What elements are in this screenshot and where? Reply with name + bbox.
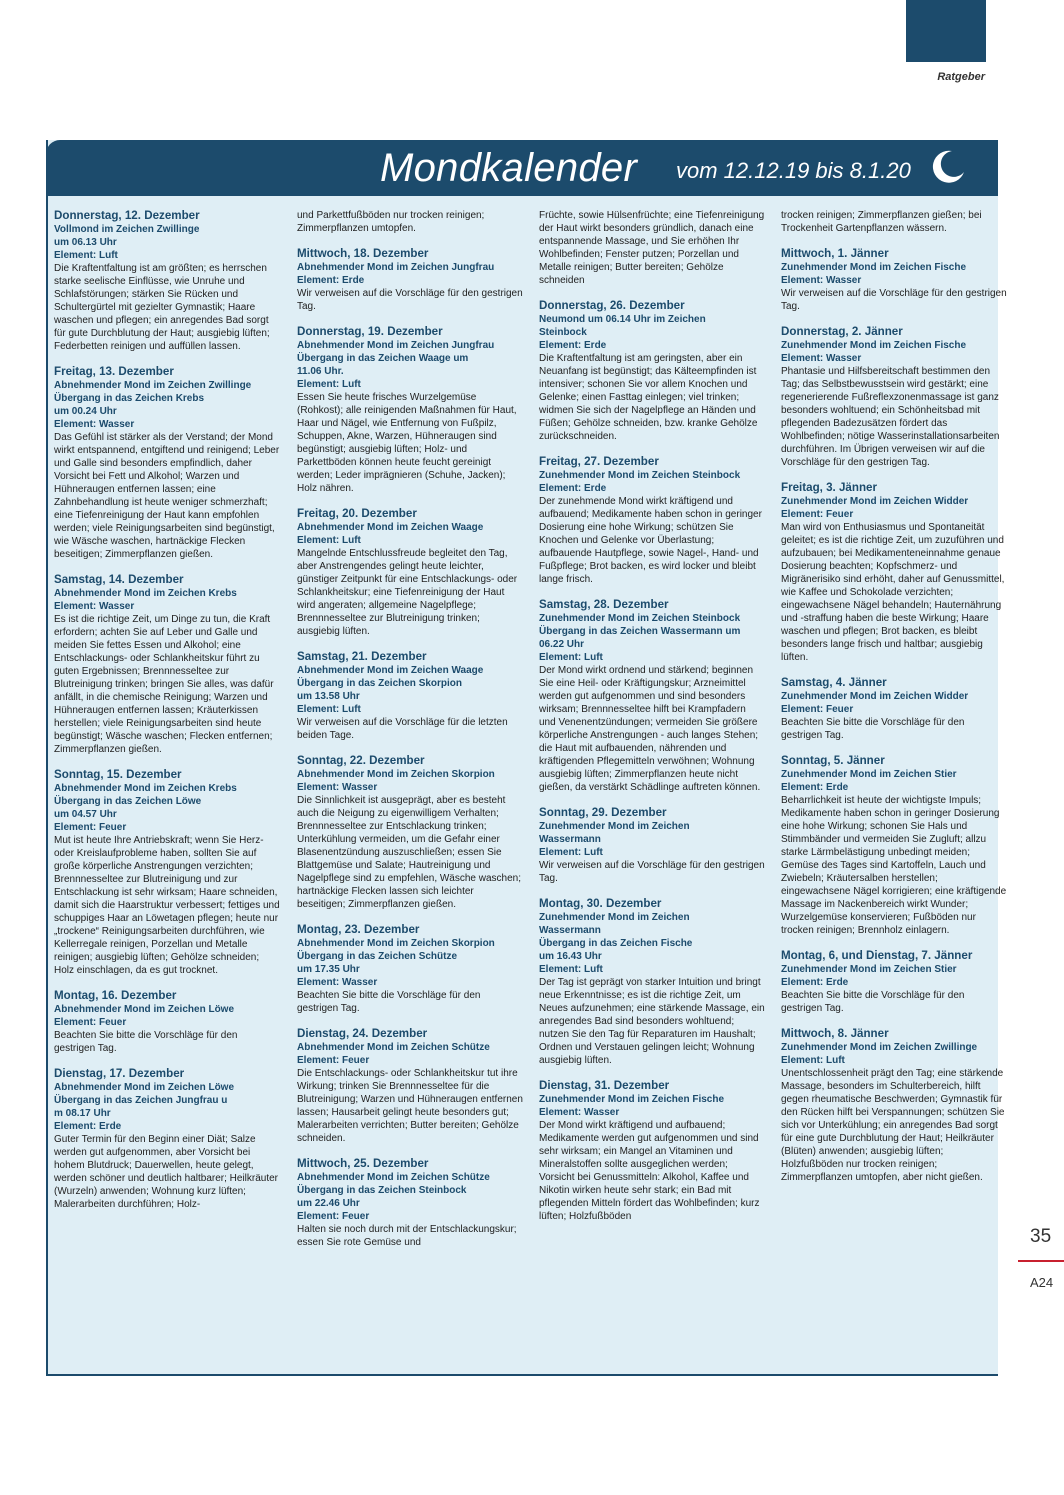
entry-advice: Guter Termin für den Beginn einer Diät; Salze werden gut aufgenommen, aber Vorsicht bei hohem Blutdruck; Dauerwellen, heute gelegt, werden schöner und deutlich haltbarer; Heilkräuter (Wurzeln) anwenden; Wohnung kurz lüften; Malerarbeiten durchführen; Holz-: [54, 1134, 279, 1210]
crescent-moon-icon: [930, 148, 966, 184]
entry-date: Samstag, 21. Dezember: [297, 650, 427, 663]
entry-date: Dienstag, 31. Dezember: [539, 1079, 670, 1092]
calendar-entry: [297, 325, 523, 495]
banner: [46, 140, 998, 196]
continued-text: und Parkettfußböden nur trocken reinigen; Zimmerpflanzen umtopfen.: [297, 210, 485, 234]
entry-date: Mittwoch, 25. Dezember: [297, 1157, 429, 1170]
entry-date: Freitag, 20. Dezember: [297, 507, 417, 520]
calendar-entry: [297, 1027, 523, 1145]
calendar-entry: [54, 365, 280, 561]
entry-moon-info: Abnehmender Mond im Zeichen Zwillinge Übergang in das Zeichen Krebs um 00.24 Uhr Element: Wasser: [54, 380, 252, 430]
calendar-entry: [297, 923, 523, 1015]
entry-date: Mittwoch, 18. Dezember: [297, 247, 429, 260]
entry-moon-info: Zunehmender Mond im Zeichen Stier Element: Erde: [781, 964, 957, 988]
entry-date: Montag, 30. Dezember: [539, 897, 662, 910]
calendar-entry: [539, 806, 765, 885]
entry-advice: Die Entschlackungs- oder Schlankheitskur tut ihre Wirkung; trinken Sie Brennnesseltee für die Blutreinigung; Warzen und Hühneraugen entfernen lassen; Hausarbeit gelingt heute besonders gut; Malerarbeiten verrichten; Butter bereiten; Gehölze schneiden.: [297, 1068, 523, 1144]
entry-date: Freitag, 3. Jänner: [781, 481, 878, 494]
calendar-entry: [54, 1067, 280, 1211]
entry-moon-info: Zunehmender Mond im Zeichen Widder Element: Feuer: [781, 691, 969, 715]
entry-advice: Beharrlichkeit ist heute der wichtigste Impuls; Medikamente haben schon in geringer Dosierung eine hohe Wirkung; schonen Sie Hals und Stimmbänder und vermeiden Sie Zugluft; allzu starke Lärmbelästigung unbedingt meiden; Gemüse des Tages sind Kartoffeln, Lauch und Zwiebeln; Kräutersalben herstellen; eingewachsene Nägel korrigieren; eine kräftigende Massage im Nackenbereich wirkt Wunder; Wurzelgemüse konservieren; Fußböden nur trocken reinigen; Brennholz einlagern.: [781, 795, 1007, 936]
entry-moon-info: Zunehmender Mond im Zeichen Fische Element: Wasser: [539, 1094, 725, 1118]
entry-moon-info: Vollmond im Zeichen Zwillinge um 06.13 Uhr Element: Luft: [54, 224, 200, 261]
entry-moon-info: Zunehmender Mond im Zeichen Steinbock Element: Erde: [539, 470, 741, 494]
calendar-entry: [297, 507, 523, 638]
entry-date: Samstag, 4. Jänner: [781, 676, 887, 689]
entry-date: Sonntag, 29. Dezember: [539, 806, 667, 819]
entry-advice: Wir verweisen auf die Vorschläge für den gestrigen Tag.: [297, 288, 523, 312]
section-tab: [906, 0, 986, 62]
entry-advice: Unentschlossenheit prägt den Tag; eine stärkende Massage, besonders im Schulterbereich, hilft gegen rheumatische Beschwerden; Gymnastik für den Rücken hilft bei Verspannungen; schützen Sie sich vor Unterkühlung; ein anregendes Bad sorgt für eine gute Durchblutung der Haut; Heilkräuter (Blüten) anwenden; ausgiebig lüften; Holzfußböden nur trocken reinigen; Zimmerpflanzen umtopfen, aber nicht gießen.: [781, 1068, 1005, 1183]
entry-advice: Mut ist heute Ihre Antriebskraft; wenn Sie Herz- oder Kreislaufprobleme haben, sollten Sie auf große körperliche Anstrengungen verzichten; Brennnesseltee zur Blutreinigung und zur Entschlackung ist sehr wirksam; Haare schneiden, damit sich die Haarstruktur verbessert; fettiges und schuppiges Haar an Löwetagen pflegen; heute nur „trockene“ Reinigungsarbeiten durchführen, wie Kellerregale reinigen, Porzellan und Metalle reinigen; ausgiebig lüften; Gehölze schneiden; Holz einschlagen, da es gut trocknet.: [54, 835, 280, 976]
entry-date: Samstag, 14. Dezember: [54, 573, 184, 586]
entry-advice: Wir verweisen auf die Vorschläge für den gestrigen Tag.: [781, 288, 1007, 312]
entry-date: Samstag, 28. Dezember: [539, 598, 669, 611]
entry-date: Donnerstag, 26. Dezember: [539, 299, 685, 312]
entry-advice: Essen Sie heute frisches Wurzelgemüse (Rohkost); alle reinigenden Maßnahmen für Haut, Haar und Nägel, wie Entfernung von Fußpilz, Schuppen, Akne, Warzen, Hühneraugen sind begünstigt; ausgiebig lüften; Holz- und Parkettböden können heute feucht gereinigt werden; Leder imprägnieren (Schuhe, Jacken); Holz nähren.: [297, 392, 517, 494]
calendar-entry: [539, 598, 765, 794]
calendar-entry: [539, 455, 765, 586]
entry-moon-info: Zunehmender Mond im Zeichen Zwillinge Element: Luft: [781, 1042, 978, 1066]
calendar-entry: [54, 209, 280, 353]
calendar-entry: [781, 949, 1007, 1015]
calendar-entry: [54, 573, 280, 756]
entry-date: Freitag, 27. Dezember: [539, 455, 659, 468]
entry-advice: Beachten Sie bitte die Vorschläge für den gestrigen Tag.: [781, 990, 965, 1014]
entry-moon-info: Abnehmender Mond im Zeichen Waage Element: Luft: [297, 522, 484, 546]
entry-date: Sonntag, 22. Dezember: [297, 754, 425, 767]
entry-date: Montag, 16. Dezember: [54, 989, 177, 1002]
entry-moon-info: Abnehmender Mond im Zeichen Skorpion Element: Wasser: [297, 769, 495, 793]
entry-advice: Beachten Sie bitte die Vorschläge für den gestrigen Tag.: [297, 990, 481, 1014]
entry-moon-info: Zunehmender Mond im Zeichen Wassermann Element: Luft: [539, 821, 690, 858]
column-3: [539, 209, 765, 1235]
column-2: [297, 209, 523, 1261]
entry-moon-info: Abnehmender Mond im Zeichen Skorpion Übergang in das Zeichen Schütze um 17.35 Uhr Element: Wasser: [297, 938, 495, 988]
entry-moon-info: Zunehmender Mond im Zeichen Widder Element: Feuer: [781, 496, 969, 520]
calendar-entry: [297, 650, 523, 742]
entry-date: Mittwoch, 8. Jänner: [781, 1027, 889, 1040]
entry-advice: Der Mond wirkt kräftigend und aufbauend; Medikamente werden gut aufgenommen und sind sehr wirksam; ein Mangel an Vitaminen und Mineralstoffen sollte ausgeglichen werden; Vorsicht bei Genussmitteln: Alkohol, Kaffee und Nikotin wirken heute sehr stark; ein Bad mit pflegenden Mitteln fördert das Wohlbefinden; kurz lüften; Holzfußböden: [539, 1120, 760, 1222]
entry-date: Donnerstag, 2. Jänner: [781, 325, 903, 338]
entry-moon-info: Abnehmender Mond im Zeichen Jungfrau Übergang in das Zeichen Waage um 11.06 Uhr. Element: Luft: [297, 340, 495, 390]
entry-advice: Die Kraftentfaltung ist am geringsten, aber ein Neuanfang ist begünstigt; das Kälteempfinden ist intensiver; schonen Sie vor allem Knochen und Gelenke; einen Fasttag einlegen; viel trinken; widmen Sie sich der Nagelpflege an Händen und Füßen; Gehölze schneiden, bzw. kranke Gehölze zurückschneiden.: [539, 353, 758, 442]
section-label: Ratgeber: [937, 71, 985, 83]
calendar-entry: [781, 325, 1007, 469]
entry-date: Sonntag, 5. Jänner: [781, 754, 885, 767]
calendar-entry: [297, 754, 523, 911]
continued-text: Früchte, sowie Hülsenfrüchte; eine Tiefenreinigung der Haut wirkt besonders gründlich, danach eine entspannende Massage, und Sie erhöhen Ihr Wohlbefinden; Fenster putzen; Porzellan und Metalle reinigen; Butter bereiten; Gehölze schneiden: [539, 210, 765, 286]
calendar-entry: [781, 247, 1007, 313]
entry-advice: Das Gefühl ist stärker als der Verstand; der Mond wirkt entspannend, entgiftend und reinigend; Leber und Galle sind besonders empfindlich, daher Vorsicht bei Fett und Alkohol; Warzen und Hühneraugen entfernen lassen; eine Zahnbehandlung ist heute weniger schmerzhaft; eine Tiefenreinigung der Haut kann empfohlen werden; viele Reinigungsarbeiten sind begünstigt, wie Wäsche waschen, hartnäckige Flecken beseitigen; Zimmerpflanzen gießen.: [54, 432, 280, 560]
page-code: A24: [1030, 1275, 1054, 1290]
entry-date: Freitag, 13. Dezember: [54, 365, 174, 378]
entry-date: Dienstag, 24. Dezember: [297, 1027, 428, 1040]
entry-advice: Der zunehmende Mond wirkt kräftigend und aufbauend; Medikamente haben schon in geringer Dosierung eine hohe Wirkung; schützen Sie Knochen und Gelenke vor Überlastung; aufbauende Hautpflege, sowie Nagel-, Hand- und Fußpflege; Brot backen, es wird locker und bleibt lange frisch.: [539, 496, 762, 585]
entry-moon-info: Zunehmender Mond im Zeichen Wassermann Übergang in das Zeichen Fische um 16.43 Uhr Element: Luft: [539, 912, 693, 975]
calendar-entry: [539, 897, 765, 1067]
column-4: [781, 209, 1007, 1196]
calendar-entry: [54, 768, 280, 977]
entry-advice: Beachten Sie bitte die Vorschläge für den gestrigen Tag.: [781, 717, 965, 741]
entry-advice: Der Mond wirkt ordnend und stärkend; beginnen Sie eine Heil- oder Kräftigungskur; Arzneimittel werden gut aufgenommen und sind besonders wirksam; Brennnesseltee hilft bei Krampfadern und Venenentzündungen; vermeiden Sie größere körperliche Anstrengungen - auch langes Stehen; die Haut mit aufbauenden, nährenden und kräftigenden Pflegemitteln verwöhnen; Wohnung ausgiebig lüften; Zimmerpflanzen heute nicht gießen, da verstärkt Schädlinge auftreten können.: [539, 665, 761, 793]
entry-moon-info: Abnehmender Mond im Zeichen Jungfrau Element: Erde: [297, 262, 495, 286]
calendar-entry: [781, 754, 1007, 937]
calendar-entry: [539, 299, 765, 443]
entry-moon-info: Abnehmender Mond im Zeichen Krebs Element: Wasser: [54, 588, 237, 612]
calendar-columns: [54, 209, 1007, 1369]
entry-date: Montag, 6, und Dienstag, 7. Jänner: [781, 949, 973, 962]
entry-advice: Man wird von Enthusiasmus und Spontaneität geleitet; es ist die richtige Zeit, um zuzuführen und aufzubauen; bei Medikamenteneinnahme genaue Dosierung beachten; Kopfschmerz- und Migränerisiko sind erhöht, daher auf Genussmittel, wie Kaffee und Schokolade verzichten; eingewachsene Nägel behandeln; Hauternährung und -straffung haben die beste Wirkung; Haare waschen und pflegen; Brot backen, es bleibt besonders lange frisch und haltbar; ausgiebig lüften.: [781, 522, 1005, 663]
entry-date: Donnerstag, 19. Dezember: [297, 325, 443, 338]
entry-moon-info: Abnehmender Mond im Zeichen Waage Übergang in das Zeichen Skorpion um 13.58 Uhr Element: Luft: [297, 665, 484, 715]
entry-moon-info: Abnehmender Mond im Zeichen Schütze Übergang in das Zeichen Steinbock um 22.46 Uhr Element: Feuer: [297, 1172, 490, 1222]
entry-moon-info: Neumond um 06.14 Uhr im Zeichen Steinbock Element: Erde: [539, 314, 706, 351]
entry-advice: Der Tag ist geprägt von starker Intuition und bringt neue Erkenntnisse; es ist die richtige Zeit, um Neues aufzunehmen; eine stärkende Massage, ein anregendes Bad sind besonders wohltuend; nutzen Sie den Tag für Reparaturen im Haushalt; Ordnen und Verstauen gelingen leicht; Wohnung ausgiebig lüften.: [539, 977, 765, 1066]
calendar-entry: [781, 481, 1007, 664]
entry-date: Dienstag, 17. Dezember: [54, 1067, 185, 1080]
entry-date: Montag, 23. Dezember: [297, 923, 420, 936]
entry-moon-info: Abnehmender Mond im Zeichen Löwe Element: Feuer: [54, 1004, 235, 1028]
entry-moon-info: Zunehmender Mond im Zeichen Steinbock Übergang in das Zeichen Wassermann um 06.22 Uhr Element: Luft: [539, 613, 741, 663]
date-range: vom 12.12.19 bis 8.1.20: [676, 158, 911, 183]
entry-moon-info: Abnehmender Mond im Zeichen Löwe Übergang in das Zeichen Jungfrau u m 08.17 Uhr Element: Erde: [54, 1082, 235, 1132]
entry-advice: Es ist die richtige Zeit, um Dinge zu tun, die Kraft erfordern; achten Sie auf Leber und Galle und meiden Sie fettes Essen und Alkohol; eine Entschlackungs- oder Schlankheitskur führt zu guten Ergebnissen; Brennnesseltee zur Blutreinigung trinken; bringen Sie alles, was dafür anfällt, in die chemische Reinigung; Warzen und Hühneraugen entfernen lassen; Kräuterkissen herstellen; viele Reinigungsarbeiten sind heute begünstigt; Wäsche waschen; Flecken entfernen; Zimmerpflanzen gießen.: [54, 614, 274, 755]
entry-moon-info: Zunehmender Mond im Zeichen Stier Element: Erde: [781, 769, 957, 793]
entry-moon-info: Zunehmender Mond im Zeichen Fische Element: Wasser: [781, 262, 967, 286]
calendar-entry: [297, 1157, 523, 1249]
calendar-entry: [539, 1079, 765, 1223]
page-title: Mondkalender: [380, 146, 638, 190]
page-number: 35: [1030, 1226, 1052, 1247]
calendar-entry: [781, 676, 1007, 742]
entry-advice: Die Sinnlichkeit ist ausgeprägt, aber es besteht auch die Neigung zu eigenwilligem Verhalten; Brennnesseltee zur Entschlackung trinken; Unterkühlung vermeiden, um die Gefahr einer Blasenentzündung auszuschließen; essen Sie Blattgemüse und Salate; Hautreinigung und Nagelpflege sind zu empfehlen, Wäsche waschen; hartnäckige Flecken lassen sich leichter beseitigen; Zimmerpflanzen gießen.: [297, 795, 522, 910]
entry-moon-info: Abnehmender Mond im Zeichen Krebs Übergang in das Zeichen Löwe um 04.57 Uhr Element: Feuer: [54, 783, 237, 833]
entry-advice: Halten sie noch durch mit der Entschlackungskur; essen Sie rote Gemüse und: [297, 1224, 517, 1248]
entry-advice: Beachten Sie bitte die Vorschläge für den gestrigen Tag.: [54, 1030, 238, 1054]
entry-date: Sonntag, 15. Dezember: [54, 768, 182, 781]
entry-date: Mittwoch, 1. Jänner: [781, 247, 889, 260]
calendar-entry: [781, 1027, 1007, 1184]
entry-advice: Wir verweisen auf die Vorschläge für den gestrigen Tag.: [539, 860, 765, 884]
entry-moon-info: Abnehmender Mond im Zeichen Schütze Element: Feuer: [297, 1042, 490, 1066]
entry-advice: Mangelnde Entschlussfreude begleitet den Tag, aber Anstrengendes gelingt heute leichter, günstiger Zeitpunkt für eine Entschlackungs- oder Schlankheitskur; eine Tiefenreinigung der Haut wird angeraten; allgemeine Nagelpflege; Brennnesseltee zur Blutreinigung trinken; ausgiebig lüften.: [297, 548, 518, 637]
entry-moon-info: Zunehmender Mond im Zeichen Fische Element: Wasser: [781, 340, 967, 364]
column-1: [54, 209, 280, 1223]
entry-advice: Phantasie und Hilfsbereitschaft bestimmen den Tag; das Selbstbewusstsein wird gestärkt; eine regenerierende Fußreflexzonenmassage ist ganz besonders wohltuend; ein Schönheitsbad mit pflegenden Badezusätzen fördert das Wohlbefinden; nötige Wasserinstallationsarbeiten durchführen. Im Übrigen verweisen wir auf die Vorschläge für den gestrigen Tag.: [781, 366, 1000, 468]
calendar-entry: [54, 989, 280, 1055]
entry-date: Donnerstag, 12. Dezember: [54, 209, 200, 222]
entry-advice: Wir verweisen auf die Vorschläge für die letzten beiden Tage.: [297, 717, 508, 741]
page-divider: [1018, 1260, 1064, 1262]
continued-text: trocken reinigen; Zimmerpflanzen gießen; bei Trockenheit Gartenpflanzen wässern.: [781, 210, 982, 234]
entry-advice: Die Kraftentfaltung ist am größten; es herrschen starke seelische Einflüsse, wie Unruhe und Schlafstörungen; stärken Sie Rücken und Schultergürtel mit gezielter Gymnastik; Haare waschen und pflegen; ein anregendes Bad sorgt für gute Durchblutung der Haut; ausgiebig lüften; Federbetten reinigen und auffüllen lassen.: [54, 263, 270, 352]
calendar-entry: [297, 247, 523, 313]
